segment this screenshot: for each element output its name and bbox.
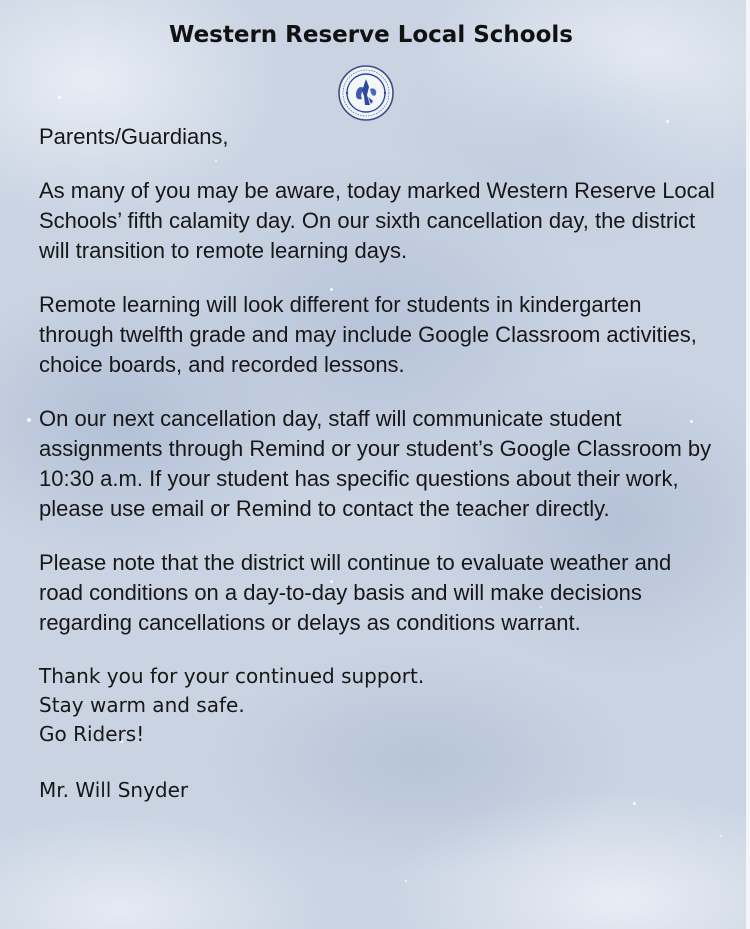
paragraph-weather-evaluation: Please note that the district will continue to evaluate weather and road conditions on a day-to-day basis and will make decisions regarding cancellations or delays as conditions warrant. bbox=[39, 550, 672, 635]
salutation: Parents/Guardians, bbox=[39, 124, 229, 149]
closing-line-go-riders: Go Riders! bbox=[39, 722, 145, 746]
closing bbox=[39, 662, 719, 749]
paragraph-assignments: On our next cancellation day, staff will communicate student assignments through Remind or your student’s Google Classroom by 10:30 a.m. If your student has specific questions about their work, please use email or Remind to contact the teacher directly. bbox=[39, 406, 712, 521]
page-title: Western Reserve Local Schools bbox=[169, 22, 573, 48]
paragraph-remote-learning: Remote learning will look different for students in kindergarten through twelfth grade and may include Google Classroom activities, choice boards, and recorded lessons. bbox=[39, 292, 697, 377]
paragraph-calamity-days: As many of you may be aware, today marked Western Reserve Local Schools’ fifth calamity day. On our sixth cancellation day, the district will transition to remote learning days. bbox=[39, 178, 715, 263]
letter-body bbox=[39, 122, 719, 805]
closing-line-thanks: Thank you for your continued support. bbox=[39, 664, 425, 688]
school-district-seal-icon bbox=[338, 65, 394, 121]
signature: Mr. Will Snyder bbox=[39, 778, 189, 802]
closing-line-stay-warm: Stay warm and safe. bbox=[39, 693, 245, 717]
